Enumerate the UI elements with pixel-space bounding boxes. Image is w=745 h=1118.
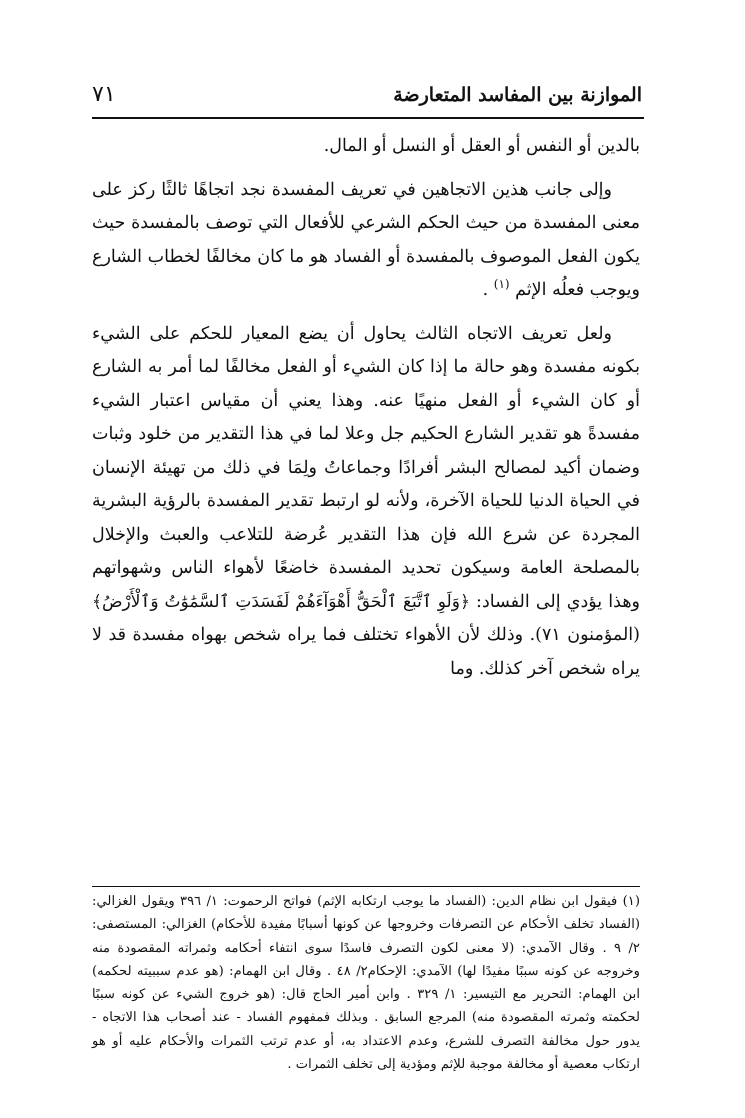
running-header bbox=[92, 76, 642, 116]
header-divider bbox=[92, 117, 644, 119]
paragraph-2-end: . bbox=[482, 280, 494, 300]
paragraph-3-end: وذلك لأن الأهواء تختلف فما يراه شخص بهواه مفسدة قد لا يراه شخص آخر كذلك. وما bbox=[92, 625, 640, 679]
paragraph-1 bbox=[92, 130, 640, 164]
paragraph-1-text: بالدين أو النفس أو العقل أو النسل أو المال. bbox=[323, 136, 640, 156]
paragraph-2 bbox=[92, 174, 640, 308]
quran-reference: (المؤمنون ٧١). bbox=[523, 625, 640, 645]
footnote-divider bbox=[92, 886, 640, 887]
paragraph-3-text: ولعل تعريف الاتجاه الثالث يحاول أن يضع المعيار للحكم على الشيء بكونه مفسدة وهو حالة ما إذا كان الشيء أو الفعل مخالفًا لما أمر به الشارع أو كان الشيء أو الفعل منهيًا عنه. وهذا يعني أن مقياس اعتبار الشيء مفسدةً هو تقدير الشارع الحكيم جل وعلا لما في هذا التقدير من خلود وثبات وضمان أكيد لمصالح البشر أفرادًا وجماعاتُ ولِمَا في ذلك من تهيئة الإنسان في الحياة الدنيا للحياة الآخرة، ولأنه لو ارتبط تقدير المفسدة بالرؤية البشرية المجردة عن شرع الله فإن هذا التقدير عُرضة للتلاعب والعبث والإخلال بالمصلحة العامة وسيكون تحديد المفسدة خاضعًا لأهواء الناس وشهواتهم وهذا يؤدي إلى الفساد: bbox=[92, 323, 640, 612]
paragraph-2-text: وإلى جانب هذين الاتجاهين في تعريف المفسدة نجد اتجاهًا ثالثًا ركز على معنى المفسدة من حيث الحكم الشرعي للأفعال التي توصف بالمفسدة حيث يكون الفعل الموصوف بالمفسدة أو الفساد هو ما كان مخالفًا لخطاب الشارع ويوجب فعلُه الإثم bbox=[92, 179, 640, 300]
running-title: الموازنة بين المفاسد المتعارضة bbox=[393, 84, 642, 106]
main-text bbox=[92, 130, 640, 696]
quran-verse: ﴿وَلَوِ ٱتَّبَعَ ٱلْحَقُّ أَهْوَآءَهُمْ لَفَسَدَتِ ٱلسَّمَٰوَٰتُ وَٱلْأَرْضُ﴾ bbox=[92, 591, 470, 612]
footnote-reference: (١) bbox=[493, 277, 510, 292]
paragraph-3 bbox=[92, 318, 640, 687]
footnote-text: (١) فيقول ابن نظام الدين: (الفساد ما يوجب ارتكابه الإثم) فواتح الرحموت: ١/ ٣٩٦ ويقول الغزالي: (الفساد تخلف الأحكام عن التصرفات وخروجها عن كونها أسبابًا مفيدة للأحكام) الغزالي: المستصفى: ٢/ ٩ . وقال الآمدي: (لا معنى لكون التصرف فاسدًا سوى انتفاء أحكامه وثمراته المقصودة منه وخروجه عن كونه سببًا مفيدًا لها) الآمدي: الإحكام٢/ ٤٨ . وقال ابن الهمام: (هو عدم سببيته لحكمه) ابن الهمام: التحرير مع التيسير: ١/ ٣٢٩ . وابن أمير الحاج قال: (هو خروج الشيء عن كونه سببًا لحكمته وثمرته المقصودة منه) المرجع السابق . وبذلك فمفهوم الفساد - عند أصحاب هذا الاتجاه - يدور حول مخالفة التصرف للشرع، وعدم الاعتداد به، أو عدم ترتب الثمرات والأحكام عليه أو هو ارتكاب معصية أو مخالفة موجبة للإثم ومؤدية إلى تخلف الثمرات . bbox=[92, 894, 641, 1073]
page-number: ٧١ bbox=[92, 82, 116, 107]
footnote bbox=[92, 890, 640, 1076]
